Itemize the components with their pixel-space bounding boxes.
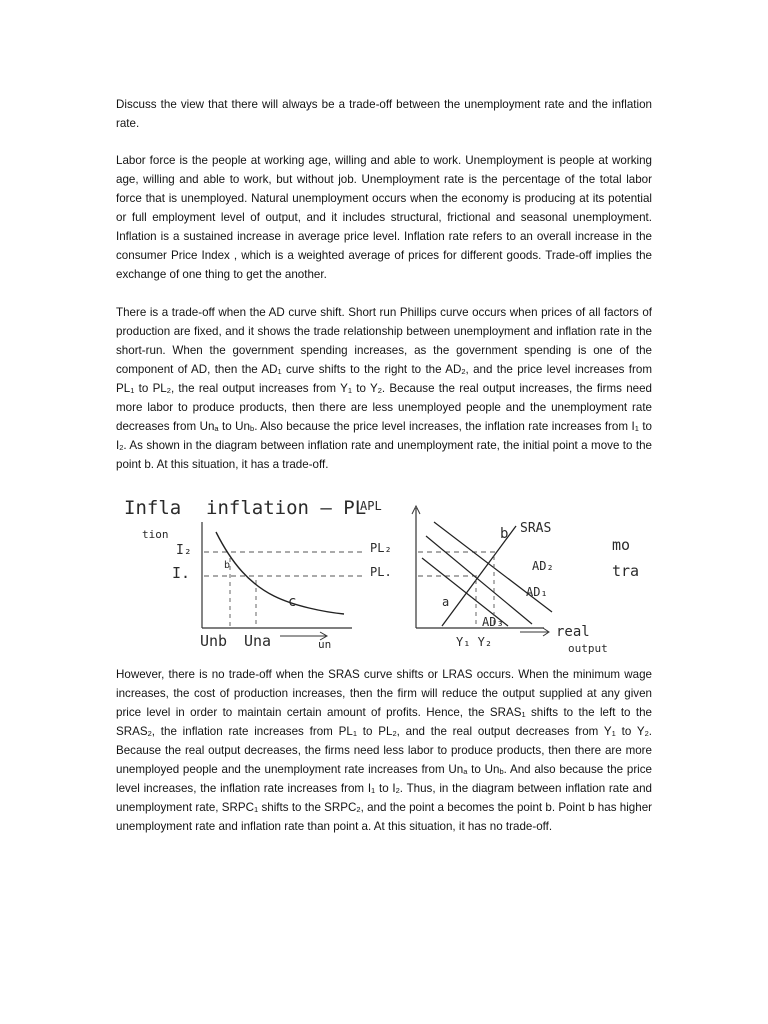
label-sras: SRAS [520, 521, 552, 536]
point-b-right: b [500, 526, 509, 542]
ad1-curve [426, 536, 532, 624]
label-y1-y2: Y₁ Y₂ [456, 635, 493, 649]
label-ad2: AD₂ [532, 559, 554, 573]
essay-question: Discuss the view that there will always be a trade-off between the unemployment rate and the inflation rate. [116, 98, 652, 130]
point-b-left: b [224, 560, 231, 571]
title-main: inflation — PL [206, 497, 367, 519]
label-i1: I. [172, 564, 191, 582]
paragraph-definitions: Labor force is the people at working age, willing and able to work. Unemployment is people at working age, willing and able to work, but without job. Unemployment rate is the percentage of the total labor force that is unemployed. Natural unemployment occurs when the economy is producing at its potential or full employment level of output, and it includes structural, frictional and seasonal unemployment. Inflation is a sustained increase in average price level. Inflation rate refers to an overall increase in the consumer Price Index , which is a weighted average of prices for different goods. Trade-off implies the exchange of one thing to get the another. [116, 154, 652, 281]
label-un-axis: un [318, 638, 332, 651]
paragraph-sras-shift: However, there is no trade-off when the SRAS curve shifts or LRAS occurs. When the minimum wage increases, the cost of production increases, then the firm will reduce the output supplied at any given price level in order to maintain certain amount of profits. Hence, the $SRAS_1$ shifts to the left to the $SRAS_2$, the inflation rate increases from $PL_1$ to $PL_2$, and the real output decreases from $Y_1$ to $Y_2$. Because the real output decreases, the firms need less labor to produce products, then there are more unemployed people and the unemployment rate increases from $Un_a$ to $Un_b$. And also because the price level increases, the inflation rate increases from $I_1$ to $I_2$. Thus, in the diagram between inflation rate and unemployment rate, $SRPC_1$ shifts to the $SRPC_2$, and the point a becomes the point b. Point b has higher unemployment rate and inflation rate than point a. At this situation, it has no trade-off. [116, 668, 653, 833]
label-output: output [568, 642, 608, 655]
label-una: Una [244, 632, 272, 650]
title-left-2: tion [142, 528, 169, 541]
handwritten-diagram [112, 492, 656, 660]
label-unb: Unb [200, 632, 228, 650]
cut-text-2: tra [612, 562, 640, 580]
label-real: real [556, 624, 590, 640]
cut-text-1: mo [612, 536, 631, 554]
paragraph-ad-shift: There is a trade-off when the AD curve shift. Short run Phillips curve occurs when prices of all factors of production are fixed, and it shows the trade relationship between unemployment and inflation rate in the short-run. When the government spending increases, as the government spending is one of the component of AD, then the $AD_1$ curve shifts to the right to the $AD_2$, and the price level increases from $PL_1$ to $PL_2$, the real output increases from $Y_1$ to $Y_2$. Because the real output increases, the firms need more labor to produce products, then there are less unemployed people and the unemployment rate decreases from $Un_a$ to $Un_b$. Also because the price level increases, the inflation rate increases from $I_1$ to $I_2$. As shown in the diagram between inflation rate and unemployment rate, the initial point a move to the point b. At this situation, it has a trade-off. [116, 306, 653, 471]
label-ad3: AD₃ [482, 615, 504, 629]
title-left: Infla [124, 497, 182, 519]
label-pl1: PL. [370, 565, 392, 579]
point-a-right: a [442, 595, 450, 609]
label-ad1: AD₁ [526, 585, 548, 599]
phillips-curve [216, 532, 344, 614]
point-c: c [288, 594, 297, 610]
label-pl-axis: APL [360, 499, 382, 513]
label-i2: I₂ [176, 543, 192, 558]
label-pl2: PL₂ [370, 541, 392, 555]
